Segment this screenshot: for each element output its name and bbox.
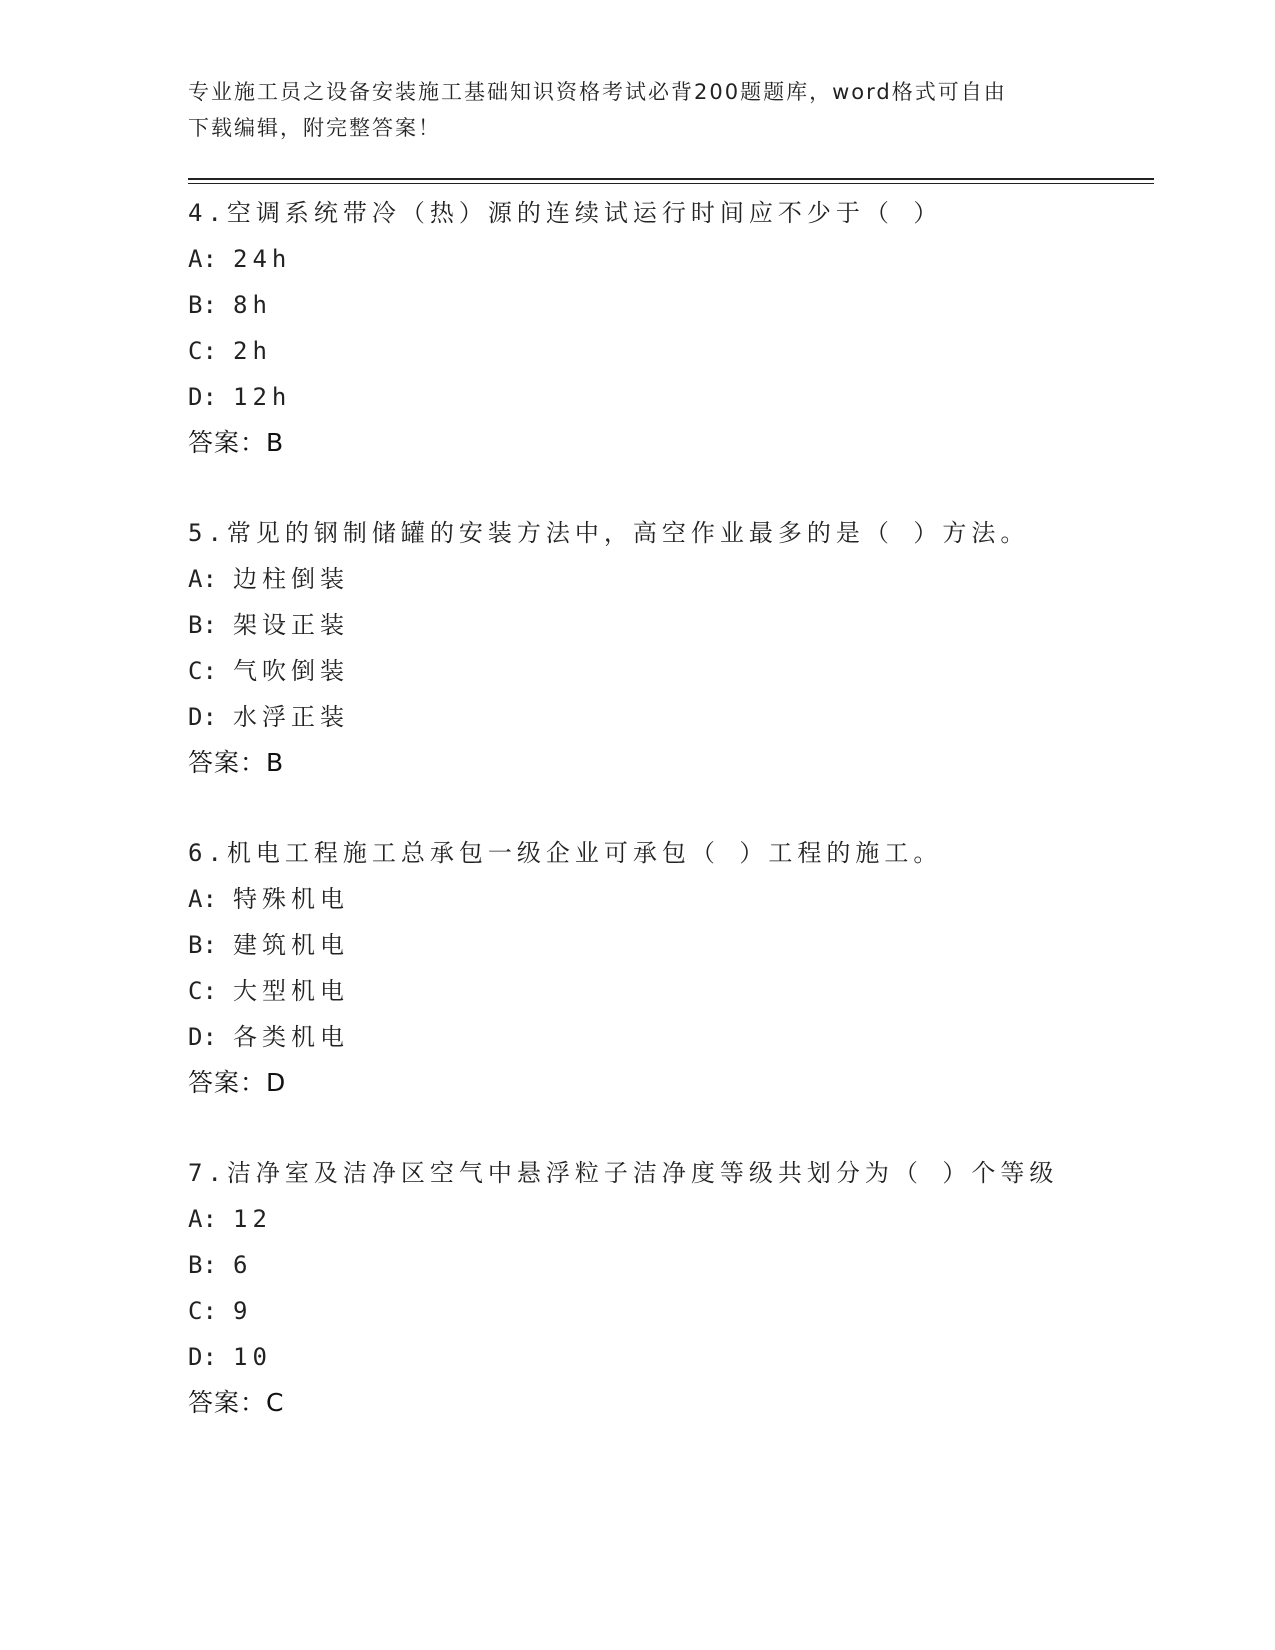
option-value: 水浮正装	[233, 703, 349, 731]
option-value: 2h	[233, 337, 272, 365]
spacer	[188, 1106, 1148, 1150]
option-value: 12	[233, 1205, 272, 1233]
header-divider-thin	[188, 183, 1154, 184]
option-value: 9	[233, 1297, 253, 1325]
question-text: 4.空调系统带冷（热）源的连续试运行时间应不少于（ ）	[188, 199, 943, 227]
option-key: A:	[188, 245, 217, 273]
option-a	[188, 1196, 1148, 1242]
option-key: A:	[188, 565, 217, 593]
option-key: D:	[188, 383, 217, 411]
answer-text: 答案：B	[188, 428, 285, 457]
option-value: 6	[233, 1251, 253, 1279]
option-key: B:	[188, 611, 217, 639]
option-d	[188, 694, 1148, 740]
option-value: 建筑机电	[233, 931, 349, 959]
option-c	[188, 1288, 1148, 1334]
option-d	[188, 374, 1148, 420]
option-d	[188, 1334, 1148, 1380]
option-value: 12h	[233, 383, 292, 411]
option-d	[188, 1014, 1148, 1060]
option-value: 气吹倒装	[233, 657, 349, 685]
question-7	[188, 1150, 1148, 1426]
option-b	[188, 602, 1148, 648]
option-key: A:	[188, 1205, 217, 1233]
option-key: C:	[188, 977, 217, 1005]
option-a	[188, 556, 1148, 602]
document-header	[188, 74, 1068, 146]
header-line-2: 下载编辑，附完整答案！	[188, 116, 441, 140]
spacer	[188, 466, 1148, 510]
option-value: 8h	[233, 291, 272, 319]
header-line-1: 专业施工员之设备安装施工基础知识资格考试必背200题题库，word格式可自由	[188, 80, 1007, 104]
option-key: C:	[188, 657, 217, 685]
option-c	[188, 328, 1148, 374]
option-b	[188, 922, 1148, 968]
option-b	[188, 1242, 1148, 1288]
option-a	[188, 876, 1148, 922]
option-value: 大型机电	[233, 977, 349, 1005]
option-key: B:	[188, 1251, 217, 1279]
question-4	[188, 190, 1148, 466]
option-a	[188, 236, 1148, 282]
option-value: 24h	[233, 245, 292, 273]
option-value: 10	[233, 1343, 272, 1371]
option-value: 特殊机电	[233, 885, 349, 913]
option-key: B:	[188, 931, 217, 959]
question-5	[188, 510, 1148, 786]
option-value: 架设正装	[233, 611, 349, 639]
question-6	[188, 830, 1148, 1106]
option-value: 边柱倒装	[233, 565, 349, 593]
option-value: 各类机电	[233, 1023, 349, 1051]
option-key: B:	[188, 291, 217, 319]
question-list	[188, 190, 1148, 1426]
question-text: 5.常见的钢制储罐的安装方法中，高空作业最多的是（ ）方法。	[188, 519, 1030, 547]
option-c	[188, 648, 1148, 694]
option-c	[188, 968, 1148, 1014]
question-text: 7.洁净室及洁净区空气中悬浮粒子洁净度等级共划分为（ ）个等级	[188, 1159, 1059, 1187]
answer-text: 答案：B	[188, 748, 285, 777]
option-key: D:	[188, 703, 217, 731]
answer-text: 答案：D	[188, 1068, 287, 1097]
option-key: D:	[188, 1023, 217, 1051]
option-b	[188, 282, 1148, 328]
answer-text: 答案：C	[188, 1388, 285, 1417]
spacer	[188, 786, 1148, 830]
option-key: D:	[188, 1343, 217, 1371]
question-text: 6.机电工程施工总承包一级企业可承包（ ）工程的施工。	[188, 839, 943, 867]
option-key: C:	[188, 1297, 217, 1325]
option-key: A:	[188, 885, 217, 913]
header-divider-thick	[188, 178, 1154, 180]
option-key: C:	[188, 337, 217, 365]
